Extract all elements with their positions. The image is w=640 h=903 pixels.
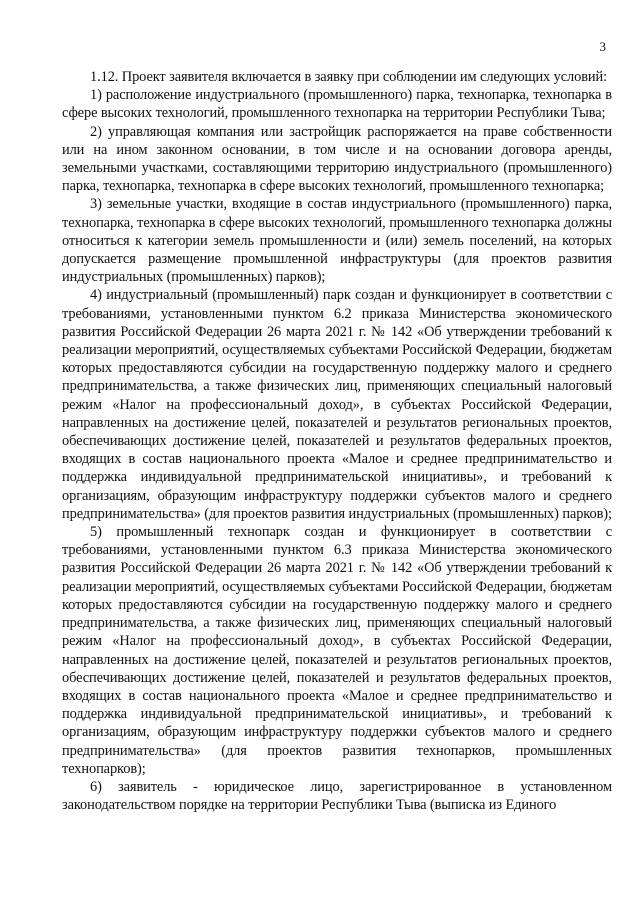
paragraph-condition-4: 4) индустриальный (промышленный) парк создан и функционирует в соответствии с требованиями, установленными пунктом 6.2 приказа Министерства экономического развития Российской Федерации 26 марта 2021 г. № 142 «Об утверждении требований к реализации мероприятий, осуществляемых субъектами Российской Федерации, бюджетам которых предоставляются субсидии на государственную поддержку малого и среднего предпринимательства, а также физических лиц, применяющих специальный налоговый режим «Налог на профессиональный доход», в субъектах Российской Федерации, направленных на достижение целей, показателей и результатов региональных проектов, обеспечивающих достижение целей, показателей и результатов федеральных проектов, входящих в состав национального проекта «Малое и среднее предпринимательство и поддержка индивидуальной предпринимательской инициативы», и требований к организациям, образующим инфраструктуру поддержки субъектов малого и среднего предпринимательства» (для проектов развития индустриальных (промышленных) парков);	[62, 287, 612, 522]
paragraph-1-12: 1.12. Проект заявителя включается в заявку при соблюдении им следующих условий:	[90, 69, 608, 85]
paragraph-condition-2: 2) управляющая компания или застройщик распоряжается на праве собственности или на ином законном основании, в том числе и на основании договора аренды, земельными участками, составляющими территорию индустриального (промышленного) парка, технопарка, технопарка в сфере высоких технологий, промышленного технопарка;	[62, 123, 612, 195]
paragraph-condition-6: 6) заявитель - юридическое лицо, зарегистрированное в установленном законодательством порядке на территории Республики Тыва (выписка из Единого	[62, 778, 612, 814]
paragraph-condition-1: 1) расположение индустриального (промышленного) парка, технопарка, технопарка в сфере высоких технологий, промышленного технопарка на территории Республики Тыва;	[62, 87, 612, 122]
paragraph-condition-5: 5) промышленный технопарк создан и функционирует в соответствии с требованиями, установленными пунктом 6.3 приказа Министерства экономического развития Российской Федерации 26 марта 2021 г. № 142 «Об утверждении требований к реализации мероприятий, осуществляемых субъектами Российской Федерации, бюджетам которых предоставляются субсидии на государственную поддержку малого и среднего предпринимательства, а также физических лиц, применяющих специальный налоговый режим «Налог на профессиональный доход», в субъектах Российской Федерации, направленных на достижение целей, показателей и результатов региональных проектов, обеспечивающих достижение целей, показателей и результатов федеральных проектов, входящих в состав национального проекта «Малое и среднее предпринимательство и поддержка индивидуальной предпринимательской инициативы», и требований к организациям, образующим инфраструктуру поддержки субъектов малого и среднего предпринимательства» (для проектов развития технопарков, промышленных технопарков);	[62, 524, 612, 777]
page-number: 3	[599, 39, 606, 54]
paragraph-condition-3: 3) земельные участки, входящие в состав индустриального (промышленного) парка, технопарка, технопарка в сфере высоких технологий, промышленного технопарка должны относиться к категории земель промышленности и (или) земель поселений, на которых допускается размещение промышленной инфраструктуры (для проектов развития индустриальных (промышленных) парков);	[62, 196, 612, 286]
document-body	[62, 68, 612, 814]
